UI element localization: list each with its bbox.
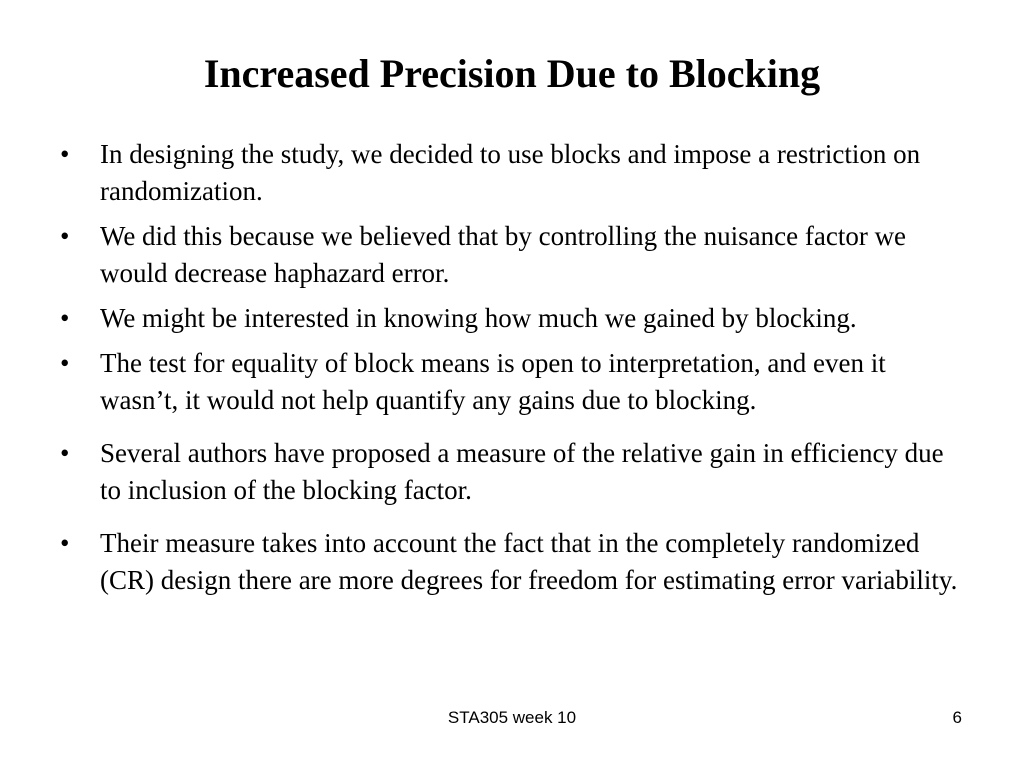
bullet-item [60, 435, 970, 509]
bullet-text: In designing the study, we decided to use blocks and impose a restriction on randomization. [100, 139, 921, 206]
bullet-text: We might be interested in knowing how much we gained by blocking. [100, 303, 857, 333]
footer-course-label: STA305 week 10 [447, 708, 577, 727]
bullet-item [60, 300, 970, 337]
bullet-item [60, 136, 970, 210]
bullet-icon: • [60, 303, 70, 333]
bullet-item [60, 525, 970, 599]
bullet-item [60, 345, 970, 419]
bullet-icon: • [60, 528, 70, 558]
page-number: 6 [952, 708, 962, 727]
bullet-text: The test for equality of block means is open to interpretation, and even it wasn’t, it would not help quantify any gains due to blocking. [100, 348, 886, 415]
slide-title: Increased Precision Due to Blocking [203, 51, 821, 96]
bullet-icon: • [60, 348, 70, 378]
bullet-list [60, 136, 970, 607]
bullet-icon: • [60, 221, 70, 251]
bullet-text: Their measure takes into account the fact that in the completely randomized (CR) design there are more degrees for freedom for estimating error variability. [100, 528, 958, 595]
bullet-item [60, 218, 970, 292]
bullet-icon: • [60, 438, 70, 468]
bullet-text: We did this because we believed that by controlling the nuisance factor we would decrease haphazard error. [100, 221, 907, 288]
bullet-text: Several authors have proposed a measure of the relative gain in efficiency due to inclusion of the blocking factor. [100, 438, 944, 505]
bullet-icon: • [60, 139, 70, 169]
